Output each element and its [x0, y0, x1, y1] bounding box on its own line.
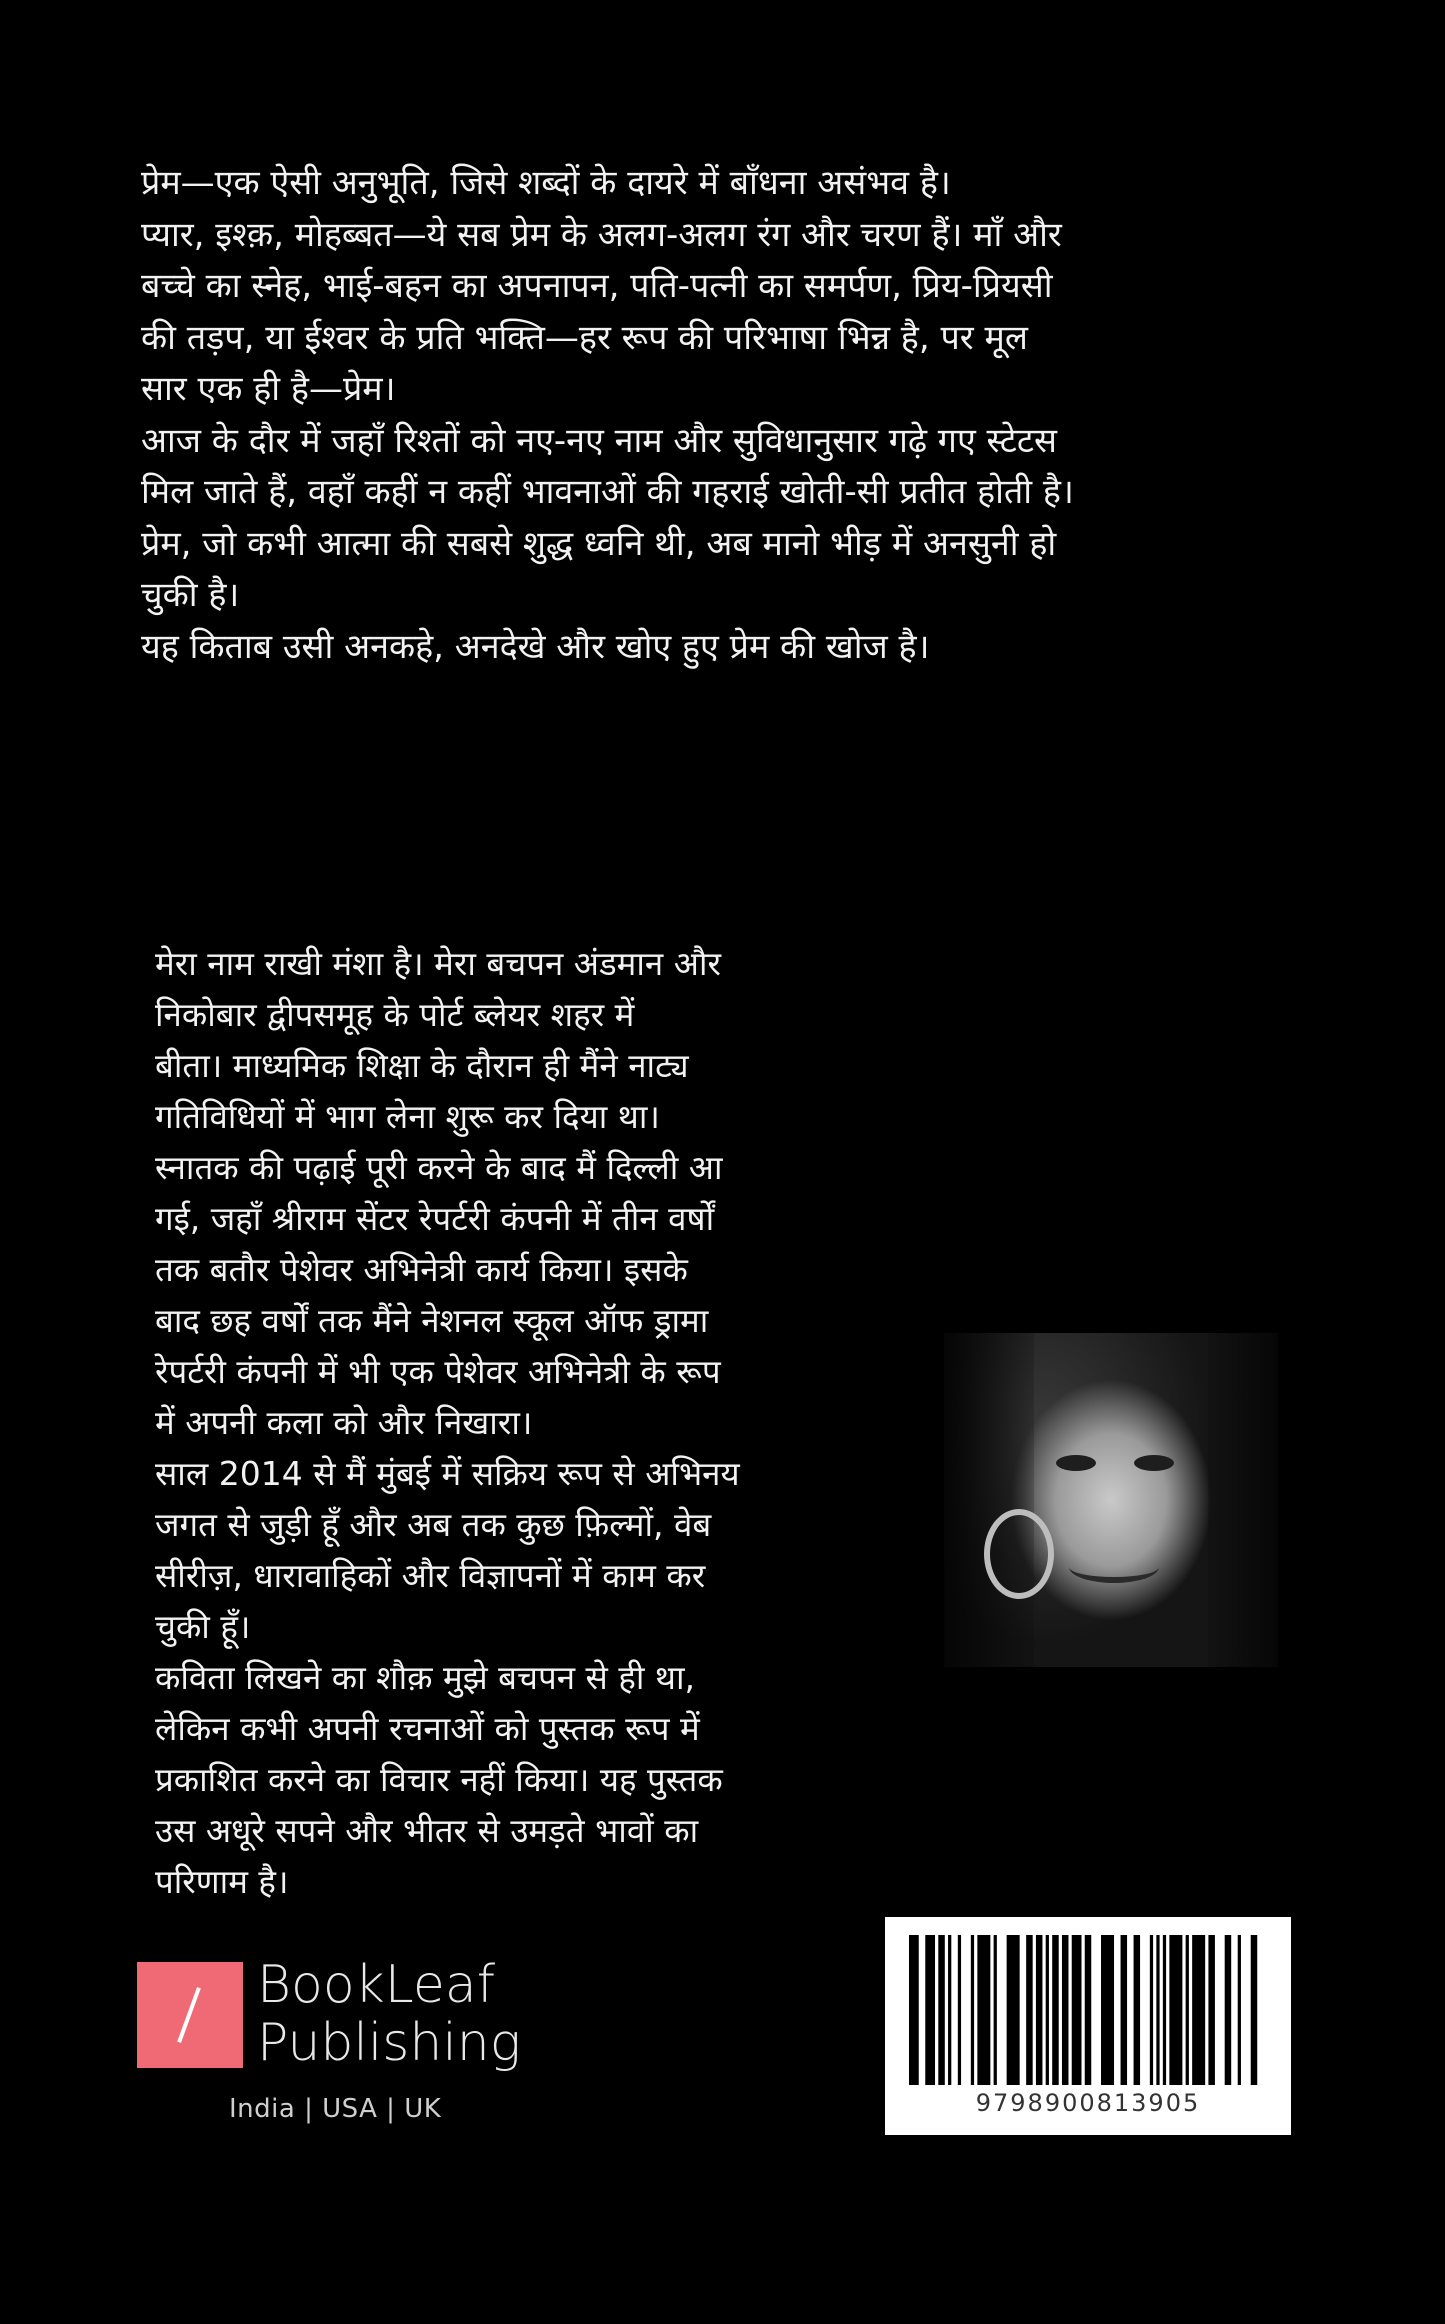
- bio-line: मेरा नाम राखी मंशा है। मेरा बचपन अंडमान और: [155, 944, 721, 983]
- bio-line: चुकी हूँ।: [155, 1607, 251, 1646]
- blurb-line: यह किताब उसी अनकहे, अनदेखे और खोए हुए प्रेम की खोज है।: [141, 626, 930, 667]
- bio-line: जगत से जुड़ी हूँ और अब तक कुछ फ़िल्मों, वेब: [155, 1505, 712, 1544]
- barcode-bar: [1062, 1935, 1069, 2085]
- barcode-bar: [948, 1935, 951, 2085]
- bio-line: रेपर्टरी कंपनी में भी एक पेशेवर अभिनेत्री के रूप: [155, 1352, 721, 1391]
- barcode-bar: [971, 1935, 974, 2085]
- bio-line: प्रकाशित करने का विचार नहीं किया। यह पुस्तक: [155, 1760, 723, 1799]
- barcode-bar: [1192, 1935, 1205, 2085]
- barcode-bar: [1156, 1935, 1159, 2085]
- barcode-bar: [994, 1935, 997, 2085]
- bio-line: निकोबार द्वीपसमूह के पोर्ट ब्लेयर शहर में: [155, 995, 635, 1034]
- bio-line: तक बतौर पेशेवर अभिनेत्री कार्य किया। इसके: [155, 1250, 688, 1289]
- barcode-bar: [938, 1935, 945, 2085]
- blurb-line: की तड़प, या ईश्वर के प्रति भक्ति—हर रूप की परिभाषा भिन्न है, पर मूल: [141, 317, 1028, 358]
- blurb-line: सार एक ही है—प्रेम।: [141, 369, 396, 409]
- blurb-line: आज के दौर में जहाँ रिश्तों को नए-नए नाम और सुविधानुसार गढ़े गए स्टेटस: [141, 420, 1058, 461]
- photo-earring: [984, 1509, 1054, 1599]
- barcode-bar: [977, 1935, 990, 2085]
- barcode-bar: [1036, 1935, 1043, 2085]
- barcode-bar: [1134, 1935, 1141, 2085]
- barcode-bar: [1101, 1935, 1114, 2085]
- blurb-line: चुकी है।: [141, 575, 240, 615]
- barcode-bar: [1163, 1935, 1166, 2085]
- barcode-bars: [909, 1935, 1267, 2085]
- photo-hair-left: [944, 1333, 1034, 1667]
- blurb-line: प्रेम, जो कभी आत्मा की सबसे शुद्ध ध्वनि थी, अब मानो भीड़ में अनसुनी हो: [141, 523, 1057, 564]
- barcode-bar: [1225, 1935, 1232, 2085]
- bio-line: बाद छह वर्षों तक मैंने नेशनल स्कूल ऑफ ड्रामा: [155, 1301, 709, 1340]
- barcode-bar: [958, 1935, 961, 2085]
- bio-line: बीता। माध्यमिक शिक्षा के दौरान ही मैंने नाट्य: [155, 1046, 689, 1085]
- publisher-name: [257, 1956, 657, 2072]
- publisher-name-line2: Publishing: [257, 2013, 521, 2073]
- barcode-bar: [1169, 1935, 1182, 2085]
- barcode-bar: [1046, 1935, 1049, 2085]
- barcode-bar: [1238, 1935, 1241, 2085]
- bio-line: लेकिन कभी अपनी रचनाओं को पुस्तक रूप में: [155, 1709, 700, 1748]
- barcode-bar: [1007, 1935, 1020, 2085]
- publisher-name-line1: BookLeaf: [257, 1955, 496, 2015]
- barcode-bar: [1150, 1935, 1153, 2085]
- photo-smile: [1069, 1551, 1159, 1583]
- bio-line: गई, जहाँ श्रीराम सेंटर रेपर्टरी कंपनी में तीन वर्षों: [155, 1199, 715, 1238]
- barcode-bar: [909, 1935, 919, 2085]
- blurb-line: मिल जाते हैं, वहाँ कहीं न कहीं भावनाओं की गहराई खोती-सी प्रतीत होती है।: [141, 472, 1074, 512]
- blurb-line: बच्चे का स्नेह, भाई-बहन का अपनापन, पति-पत्नी का समर्पण, प्रिय-प्रियसी: [141, 266, 1053, 306]
- barcode-bar: [1251, 1935, 1258, 2085]
- author-bio: [155, 938, 855, 1907]
- isbn-number: 9798900813905: [975, 2089, 1201, 2117]
- bio-line: उस अधूरे सपने और भीतर से उमड़ते भावों का: [155, 1811, 699, 1850]
- bio-line: गतिविधियों में भाग लेना शुरू कर दिया था।: [155, 1097, 660, 1136]
- bio-line: सीरीज़, धारावाहिकों और विज्ञापनों में काम कर: [155, 1556, 706, 1595]
- bio-line: कविता लिखने का शौक़ मुझे बचपन से ही था,: [155, 1658, 696, 1697]
- barcode-bar: [1121, 1935, 1128, 2085]
- photo-hair-right: [1208, 1333, 1278, 1667]
- isbn-barcode: [885, 1917, 1291, 2135]
- bio-line: स्नातक की पढ़ाई पूरी करने के बाद मैं दिल्ली आ: [155, 1148, 723, 1187]
- barcode-bar: [1208, 1935, 1215, 2085]
- barcode-bar: [1072, 1935, 1082, 2085]
- barcode-bar: [1186, 1935, 1189, 2085]
- blurb-line: प्रेम—एक ऐसी अनुभूति, जिसे शब्दों के दायरे में बाँधना असंभव है।: [141, 163, 951, 203]
- photo-eye-left: [1056, 1455, 1096, 1471]
- barcode-bar: [1026, 1935, 1033, 2085]
- bio-line: परिणाम है।: [155, 1862, 289, 1901]
- barcode-bar: [1052, 1935, 1059, 2085]
- slash-icon: [177, 1987, 201, 2043]
- barcode-bar: [925, 1935, 935, 2085]
- back-cover-blurb: [141, 158, 1401, 673]
- bio-line: में अपनी कला को और निखारा।: [155, 1403, 533, 1442]
- photo-eye-right: [1134, 1455, 1174, 1471]
- publisher-countries: India | USA | UK: [229, 2094, 442, 2124]
- blurb-line: प्यार, इश्क़, मोहब्बत—ये सब प्रेम के अलग-अलग रंग और चरण हैं। माँ और: [141, 214, 1062, 255]
- barcode-bar: [1085, 1935, 1092, 2085]
- publisher-logo-mark: [137, 1962, 243, 2068]
- bio-line: साल 2014 से मैं मुंबई में सक्रिय रूप से अभिनय: [155, 1454, 740, 1493]
- author-photo: [944, 1333, 1278, 1667]
